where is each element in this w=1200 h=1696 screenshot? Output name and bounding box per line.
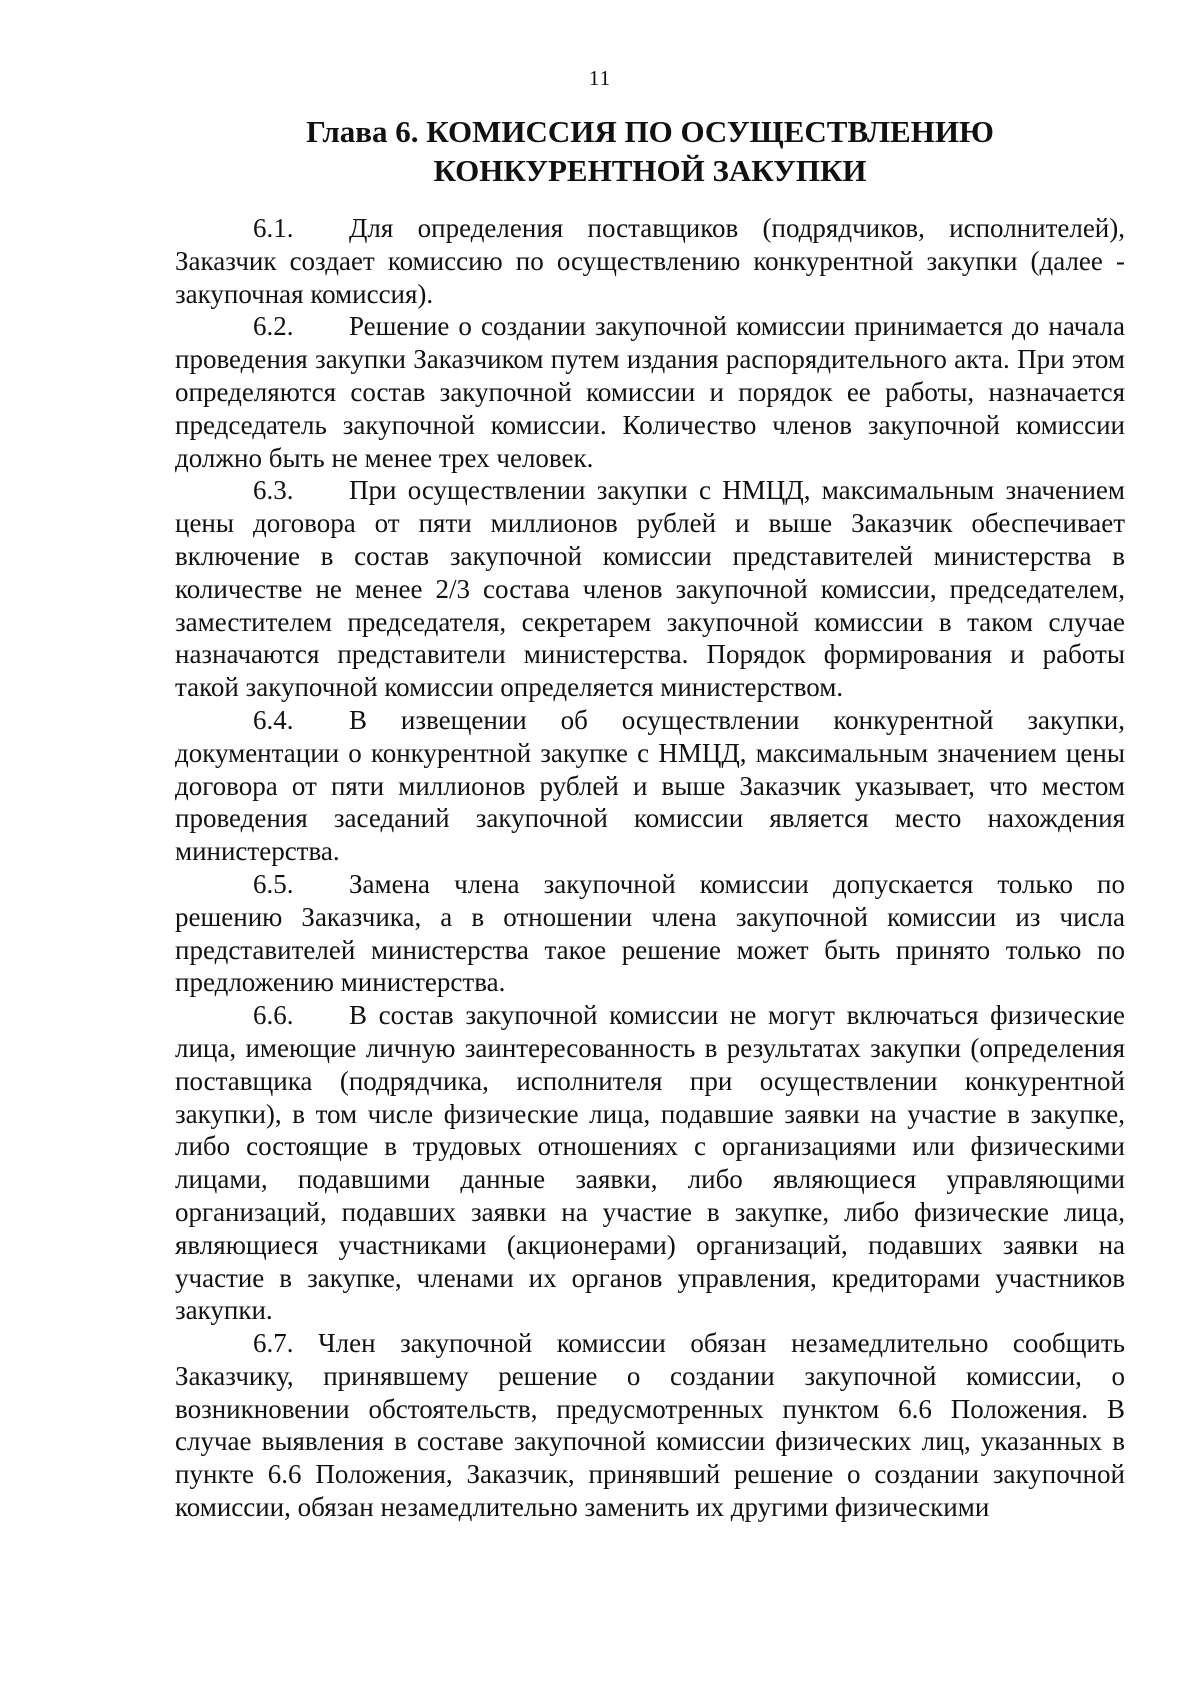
paragraph-6-4 [175,704,1125,868]
paragraph-number: 6.1. [253,213,294,243]
document-body [175,212,1125,1524]
paragraph-text: В состав закупочной комиссии не могут включаться физические лица, имеющие личную заинтересованность в результатах закупки (определения поставщика (подрядчика, исполнителя при осуществлении конкурентной закупки), в том числе физические лица, подавшие заявки на участие в закупке, либо состоящие в трудовых отношениях с организациями или физическими лицами, подавшими данные заявки, либо являющиеся управляющими организаций, подавших заявки на участие в закупке, либо физические лица, являющиеся участниками (акционерами) организаций, подавших заявки на участие в закупке, членами их органов управления, кредиторами участников закупки. [175,1000,1125,1326]
page-number: 11 [588,66,612,90]
paragraph-number: 6.2. [253,311,294,342]
paragraph-text: При осуществлении закупки с НМЦД, максимальным значением цены договора от пяти миллионов рублей и выше Заказчик обеспечивает включение в состав закупочной комиссии представителей министерства в количестве не менее 2/3 состава членов закупочной комиссии, председателем, заместителем председателя, секретарем закупочной комиссии в таком случае назначаются представители министерства. Порядок формирования и работы такой закупочной комиссии определяется министерством. [175,475,1125,703]
paragraph-number: 6.3. [253,475,294,506]
paragraph-text: Замена члена закупочной комиссии допускается только по решению Заказчика, а в отношении члена закупочной комиссии из числа представителей министерства такое решение может быть принято только по предложению министерства. [175,868,1125,998]
paragraph-6-2 [175,310,1125,474]
paragraph-6-7 [175,1327,1125,1524]
paragraph-6-1 [175,212,1125,310]
paragraph-number: 6.4. [253,704,294,735]
paragraph-text: В извещении об осуществлении конкурентной закупки, документации о конкурентной закупке с НМЦД, максимальным значением цены договора от пяти миллионов рублей и выше Заказчик указывает, что местом проведения заседаний закупочной комиссии является место нахождения министерства. [175,704,1125,867]
paragraph-number: 6.6. [253,1000,294,1031]
paragraph-text: Для определения поставщиков (подрядчиков, исполнителей), Заказчик создает комиссию по осуществлению конкурентной закупки (далее - закупочная комиссия). [175,213,1125,309]
paragraph-6-3 [175,474,1125,704]
paragraph-number: 6.5. [253,868,294,899]
paragraph-text: Член закупочной комиссии обязан незамедлительно сообщить Заказчику, принявшему решение о создании закупочной комиссии, о возникновении обстоятельств, предусмотренных пунктом 6.6 Положения. В случае выявления в составе закупочной комиссии физических лиц, указанных в пункте 6.6 Положения, Заказчик, принявший решение о создании закупочной комиссии, обязан незамедлительно заменить их другими физическими [175,1328,1125,1523]
paragraph-6-6 [175,999,1125,1327]
paragraph-text: Решение о создании закупочной комиссии принимается до начала проведения закупки Заказчиком путем издания распорядительного акта. При этом определяются состав закупочной комиссии и порядок ее работы, назначается председатель закупочной комиссии. Количество членов закупочной комиссии должно быть не менее трех человек. [175,311,1125,473]
paragraph-number: 6.7. [253,1328,294,1359]
paragraph-6-5 [175,868,1125,999]
chapter-title: Глава 6. КОМИССИЯ ПО ОСУЩЕСТВЛЕНИЮ КОНКУРЕНТНОЙ ЗАКУПКИ [306,114,994,188]
